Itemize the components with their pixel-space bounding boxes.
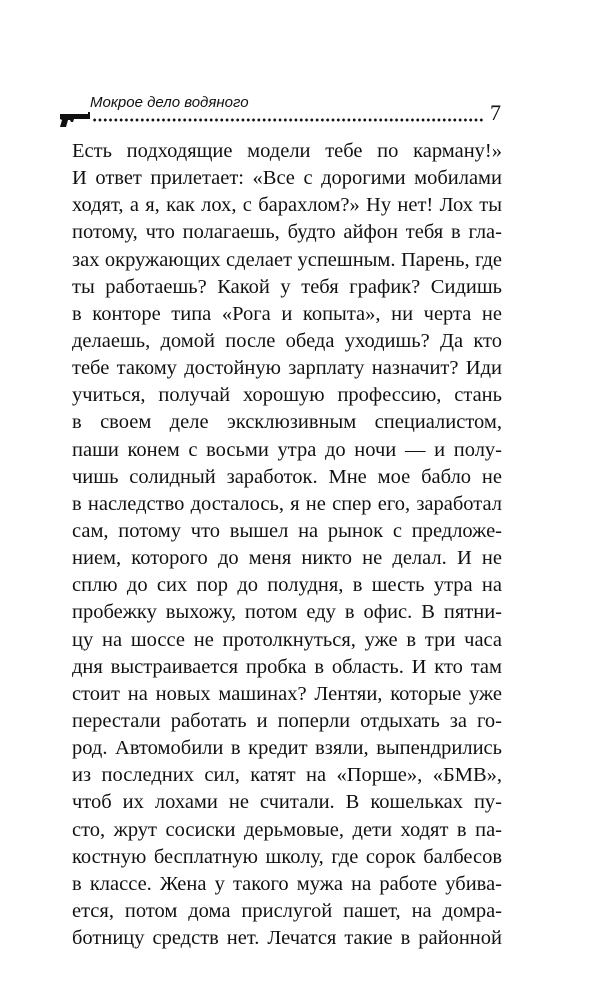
- text-line: цу на шоссе не протолкнуться, уже в три часа: [72, 628, 502, 651]
- text-line: Есть подходящие модели тебе по карману!»: [72, 140, 502, 162]
- text-line: зах окружающих сделает успешным. Парень, где: [72, 248, 502, 271]
- pistol-icon: [58, 112, 92, 128]
- text-line: сто, жрут сосиски дерьмовые, дети ходят в па-: [72, 818, 502, 841]
- text-line: делаешь, домой после обеда уходишь? Да кто: [72, 329, 502, 352]
- text-line: паши конем с восьми утра до ночи — и полу-: [72, 438, 502, 461]
- text-line: тебе такому достойную зарплату назначит? Иди: [72, 357, 502, 380]
- text-line: сплю до сих пор до полудня, в шесть утра на: [72, 574, 502, 597]
- text-line: ты работаешь? Какой у тебя график? Сидишь: [72, 275, 502, 298]
- page-number: 7: [490, 100, 501, 125]
- text-line: учиться, получай хорошую профессию, стань: [72, 384, 502, 407]
- text-line: в классе. Жена у такого мужа на работе убива-: [72, 872, 502, 895]
- text-line: ходят, а я, как лох, с барахлом?» Ну нет! Лох ты: [72, 194, 502, 217]
- text-line: стоит на новых машинах? Лентяи, которые уже: [72, 682, 502, 705]
- text-line: в своем деле эксклюзивным специалистом,: [72, 411, 502, 434]
- text-line: перестали работать и поперли отдыхать за го-: [72, 709, 502, 732]
- running-header: [58, 92, 506, 132]
- text-line: из последних сил, катят на «Порше», «БМВ»,: [72, 764, 502, 787]
- text-line: род. Автомобили в кредит взяли, выпендрились: [72, 737, 502, 760]
- text-line: сам, потому что вышел на рынок с предложе-: [72, 519, 502, 542]
- text-line: в конторе типа «Рога и копыта», ни черта не: [72, 302, 502, 325]
- text-line: дня выстраивается пробка в область. И кто там: [72, 655, 502, 678]
- text-line: чтоб их лохами не считали. В кошельках пу-: [72, 791, 502, 814]
- text-line: чишь солидный заработок. Мне мое бабло не: [72, 465, 502, 488]
- text-line: ется, потом дома прислугой пашет, на домра-: [72, 899, 502, 922]
- text-line: в наследство досталось, я не спер его, заработал: [72, 492, 502, 515]
- text-line: И ответ прилетает: «Все с дорогими мобилами: [72, 167, 502, 190]
- running-header-title: Мокрое дело водяного: [90, 94, 249, 111]
- text-line: потому, что полагаешь, будто айфон тебя в гла-: [72, 221, 502, 244]
- text-line: костную бесплатную школу, где сорок балбесов: [72, 845, 502, 868]
- leader-dots: [92, 118, 484, 122]
- body-text: [72, 138, 502, 952]
- text-line: ботницу средств нет. Лечатся такие в районной: [72, 927, 502, 950]
- text-line: нием, которого до меня никто не делал. И не: [72, 547, 502, 570]
- text-line: пробежку выхожу, потом еду в офис. В пятни-: [72, 601, 502, 624]
